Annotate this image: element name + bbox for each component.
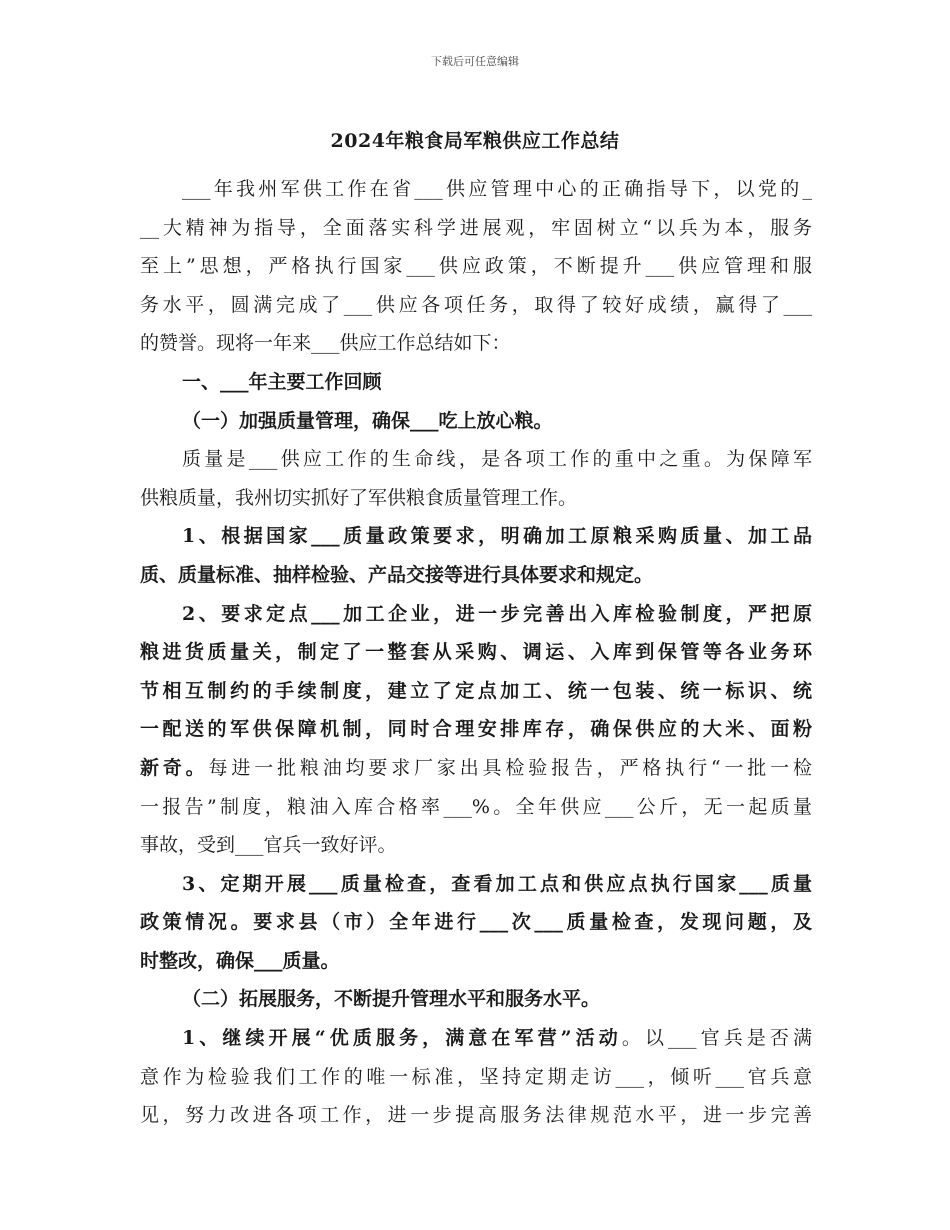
body-line: 质量是___供应工作的生命线，是各项工作的重中之重。为保障军: [182, 448, 812, 471]
body-line: [140, 749, 812, 788]
body-line: （一）加强质量管理，确保___吃上放心粮。: [182, 409, 553, 432]
body-line: ___年我州军供工作在省___供应管理中心的正确指导下，以党的_: [182, 178, 812, 200]
body-line: 一、___年主要工作回顾: [182, 370, 382, 393]
body-line: 政策情况。要求县（市）全年进行___次___质量检查，发现问题，及: [140, 911, 812, 934]
body-line: 供粮质量，我州切实抓好了军供粮食质量管理工作。: [140, 486, 578, 509]
body-line: 质、质量标准、抽样检验、产品交接等进行具体要求和规定。: [140, 563, 654, 586]
body-line: 至上”思想，严格执行国家___供应政策，不断提升___供应管理和服: [140, 255, 812, 278]
page-header: 下载后可任意编辑: [431, 55, 519, 68]
body-line-segment: 新奇。: [140, 756, 209, 779]
body-line: 意作为检验我们工作的唯一标准，坚持定期走访___，倾听___官兵意: [140, 1065, 812, 1088]
document-title: 2024年粮食局军粮供应工作总结: [330, 130, 620, 152]
body-line: （二）拓展服务，不断提升管理水平和服务水平。: [182, 988, 601, 1011]
body-line: 一配送的军供保障机制，同时合理安排库存，确保供应的大米、面粉: [140, 718, 812, 741]
body-line: 3、定期开展___质量检查，查看加工点和供应点执行国家___质量: [182, 872, 812, 895]
body-line: [140, 1019, 812, 1058]
body-line: __大精神为指导，全面落实科学进展观，牢固树立“以兵为本，服务: [140, 216, 812, 239]
body-line: 节相互制约的手续制度，建立了定点加工、统一包装、统一标识、统: [140, 679, 812, 702]
body-line: 的赞誉。现将一年来___供应工作总结如下：: [140, 332, 511, 355]
body-line: 见，努力改进各项工作，进一步提高服务法律规范水平，进一步完善: [140, 1104, 812, 1127]
body-line: 务水平，圆满完成了___供应各项任务，取得了较好成绩，赢得了___: [140, 293, 812, 316]
body-line: 时整改，确保___质量。: [140, 949, 340, 972]
body-line: 一报告”制度，粮油入库合格率___%。全年供应___公斤，无一起质量: [140, 795, 812, 818]
document-body: [140, 170, 812, 1135]
body-line: 事故，受到___官兵一致好评。: [140, 834, 397, 857]
body-line-segment: 1、继续开展“优质服务，满意在军营”活动: [182, 1027, 622, 1050]
body-line: 1、根据国家___质量政策要求，明确加工原粮采购质量、加工品: [182, 525, 812, 548]
body-line-segment: 每进一批粮油均要求厂家出具检验报告，严格执行“一批一检: [208, 756, 812, 779]
body-line-segment: 。以___官兵是否满: [621, 1027, 812, 1050]
body-line: 粮进货质量关，制定了一整套从采购、调运、入库到保管等各业务环: [140, 641, 812, 664]
body-line: 2、要求定点___加工企业，进一步完善出入库检验制度，严把原: [182, 602, 812, 625]
